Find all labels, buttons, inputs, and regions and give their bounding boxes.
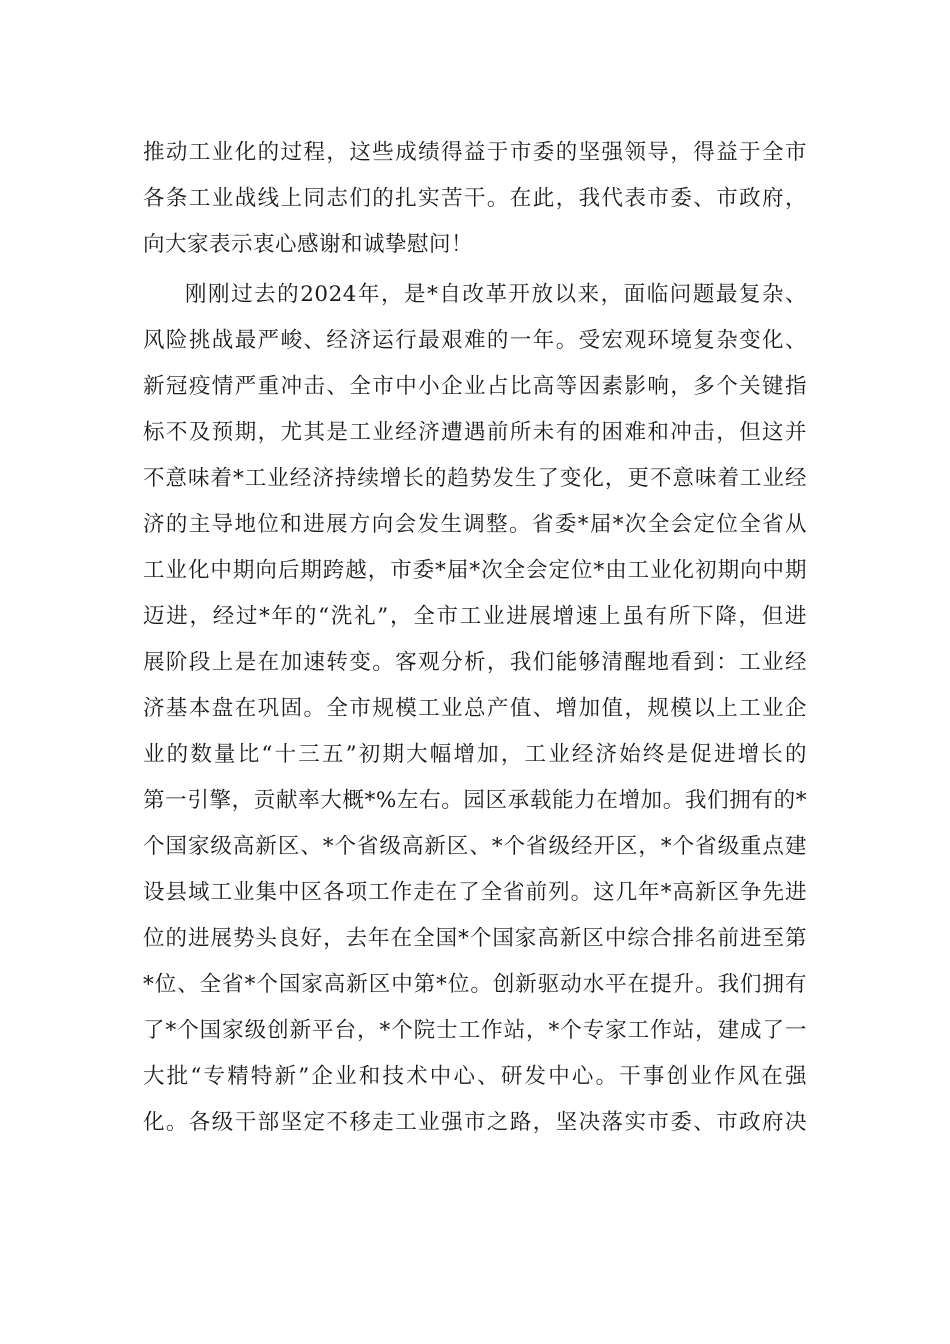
text-line: 个国家级高新区、*个省级高新区、*个省级经开区，*个省级重点建: [143, 834, 807, 859]
paragraph-2: [143, 272, 807, 1146]
text-line: 刚刚过去的2024年，是*自改革开放以来，面临问题最复杂、: [185, 282, 807, 307]
text-line: 业的数量比“十三五”初期大幅增加，工业经济始终是促进增长的: [143, 742, 807, 767]
text-line: 化。各级干部坚定不移走工业强市之路，坚决落实市委、市政府决: [143, 1110, 807, 1135]
text-line: 标不及预期，尤其是工业经济遭遇前所未有的困难和冲击，但这并: [143, 420, 807, 445]
text-line: 了*个国家级创新平台，*个院士工作站，*个专家工作站，建成了一: [143, 1018, 807, 1043]
text-line: 大批“专精特新”企业和技术中心、研发中心。干事创业作风在强: [143, 1064, 807, 1089]
text-line: 展阶段上是在加速转变。客观分析，我们能够清醒地看到：工业经: [143, 650, 807, 675]
text-line: 新冠疫情严重冲击、全市中小企业占比高等因素影响，多个关键指: [143, 374, 807, 399]
text-line: 第一引擎，贡献率大概*%左右。园区承载能力在增加。我们拥有的*: [143, 788, 807, 813]
text-line: 风险挑战最严峻、经济运行最艰难的一年。受宏观环境复杂变化、: [143, 328, 807, 353]
document-page: [143, 130, 807, 1146]
text-line: 迈进，经过*年的“洗礼”，全市工业进展增速上虽有所下降，但进: [143, 604, 807, 629]
text-line: 各条工业战线上同志们的扎实苦干。在此，我代表市委、市政府，: [143, 186, 807, 211]
text-line: 工业化中期向后期跨越，市委*届*次全会定位*由工业化初期向中期: [143, 558, 807, 583]
text-line: 济基本盘在巩固。全市规模工业总产值、增加值，规模以上工业企: [143, 696, 807, 721]
text-line: 推动工业化的过程，这些成绩得益于市委的坚强领导，得益于全市: [143, 140, 807, 165]
text-line: *位、全省*个国家高新区中第*位。创新驱动水平在提升。我们拥有: [143, 972, 807, 997]
text-line: 不意味着*工业经济持续增长的趋势发生了变化，更不意味着工业经: [143, 466, 807, 491]
paragraph-1: [143, 130, 807, 268]
text-line: 向大家表示衷心感谢和诚挚慰问！: [143, 232, 474, 257]
text-line: 济的主导地位和进展方向会发生调整。省委*届*次全会定位全省从: [143, 512, 807, 537]
text-line: 设县域工业集中区各项工作走在了全省前列。这几年*高新区争先进: [143, 880, 807, 905]
text-line: 位的进展势头良好，去年在全国*个国家高新区中综合排名前进至第: [143, 926, 807, 951]
